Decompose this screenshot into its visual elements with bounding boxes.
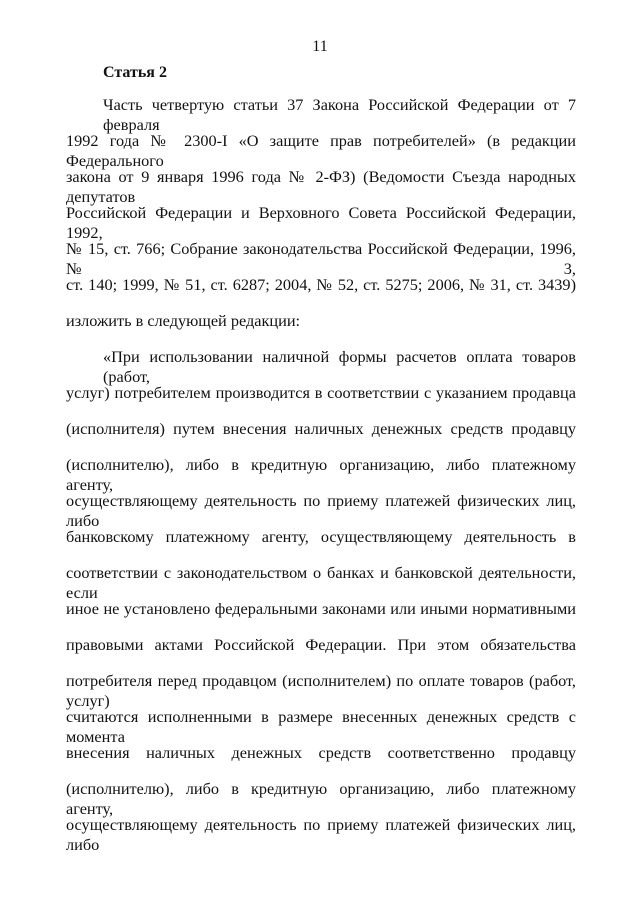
text-line: банковскому платежному агенту, осуществляющему деятельность в <box>66 527 576 546</box>
text-line: внесения наличных денежных средств соответственно продавцу <box>66 743 576 762</box>
text-line: 1992 года № 2300-I «О защите прав потребителей» (в редакции Федерального <box>66 131 576 170</box>
text-line: (исполнителю), либо в кредитную организацию, либо платежному агенту, <box>66 779 576 818</box>
text-line: правовыми актами Российской Федерации. При этом обязательства <box>66 635 576 654</box>
text-line: (исполнителя) путем внесения наличных денежных средств продавцу <box>66 419 576 438</box>
page-number: 11 <box>312 38 328 55</box>
text-line: Российской Федерации и Верховного Совета Российской Федерации, 1992, <box>66 203 576 242</box>
text-line: осуществляющему деятельность по приему платежей физических лиц, либо <box>66 491 576 530</box>
text-line: потребителя перед продавцом (исполнителем) по оплате товаров (работ, услуг) <box>66 671 576 710</box>
text-line: услуг) потребителем производится в соответствии с указанием продавца <box>66 383 576 402</box>
text-line: иное не установлено федеральными законами или иными нормативными <box>66 599 576 618</box>
text-line: № 15, ст. 766; Собрание законодательства Российской Федерации, 1996, № 3, <box>66 239 576 278</box>
text-line: Часть четвертую статьи 37 Закона Российской Федерации от 7 февраля <box>103 95 576 134</box>
text-line: ст. 140; 1999, № 51, ст. 6287; 2004, № 52, ст. 5275; 2006, № 31, ст. 3439) <box>66 275 576 294</box>
text-line: закона от 9 января 1996 года № 2-ФЗ) (Ведомости Съезда народных депутатов <box>66 167 576 206</box>
text-line: «При использовании наличной формы расчетов оплата товаров (работ, <box>103 347 576 386</box>
text-line: соответствии с законодательством о банках и банковской деятельности, если <box>66 563 576 602</box>
text-line: (исполнителю), либо в кредитную организацию, либо платежному агенту, <box>66 455 576 494</box>
text-line: считаются исполненными в размере внесенных денежных средств с момента <box>66 707 576 746</box>
text-line: изложить в следующей редакции: <box>66 311 301 330</box>
text-line: осуществляющему деятельность по приему платежей физических лиц, либо <box>66 815 576 854</box>
article-heading: Статья 2 <box>103 64 167 81</box>
